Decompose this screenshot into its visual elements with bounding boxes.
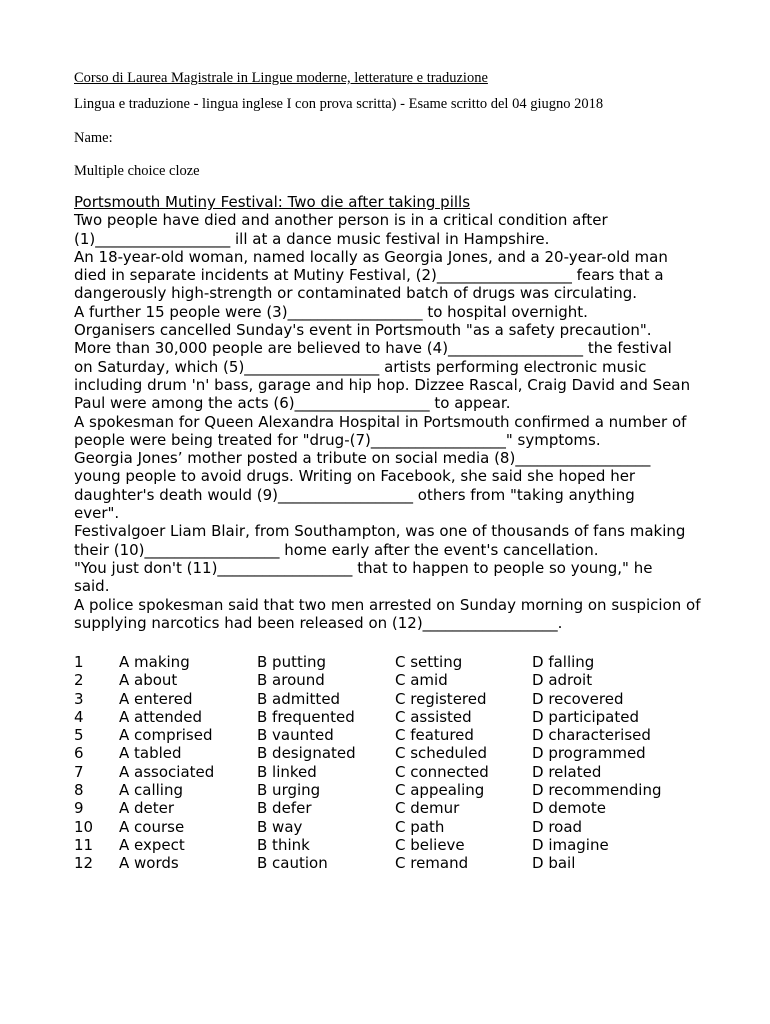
option-row [74, 799, 714, 817]
option-c: C remand [395, 854, 469, 873]
option-a: A words [119, 854, 179, 873]
passage-line: people were being treated for "drug-(7)__________________" symptoms. [74, 430, 601, 449]
option-number: 8 [74, 781, 84, 800]
option-number: 3 [74, 689, 84, 708]
option-d: D related [532, 762, 602, 781]
option-d: D participated [532, 707, 640, 726]
option-number: 4 [74, 707, 84, 726]
option-number: 2 [74, 671, 84, 690]
option-number: 6 [74, 744, 84, 763]
option-number: 12 [74, 854, 94, 873]
passage-line: ever". [74, 504, 120, 523]
passage-line: A police spokesman said that two men arrested on Sunday morning on suspicion of [74, 595, 701, 614]
option-number: 10 [74, 817, 94, 836]
passage-line: on Saturday, which (5)__________________ artists performing electronic music [74, 357, 647, 376]
option-number: 7 [74, 762, 84, 781]
option-row [74, 781, 714, 799]
option-number: 9 [74, 799, 84, 818]
option-a: A expect [119, 835, 185, 854]
course-title: Corso di Laurea Magistrale in Lingue moderne, letterature e traduzione [74, 70, 488, 86]
option-b: B putting [257, 653, 327, 671]
option-c: C demur [395, 799, 460, 818]
passage-line: said. [74, 577, 110, 596]
option-d: D bail [532, 854, 576, 873]
option-c: C believe [395, 835, 465, 854]
passage-line: An 18-year-old woman, named locally as Georgia Jones, and a 20-year-old man [74, 247, 668, 266]
option-c: C connected [395, 762, 489, 781]
option-c: C assisted [395, 707, 472, 726]
passage-line: their (10)__________________ home early after the event's cancellation. [74, 540, 599, 559]
option-d: D falling [532, 653, 595, 671]
passage-line: supplying narcotics had been released on (12)__________________. [74, 613, 563, 632]
passage-line: More than 30,000 people are believed to have (4)__________________ the festival [74, 339, 672, 358]
option-row [74, 763, 714, 781]
option-a: A course [119, 817, 185, 836]
option-number: 5 [74, 726, 84, 745]
option-c: C registered [395, 689, 487, 708]
option-a: A deter [119, 799, 175, 818]
option-a: A about [119, 671, 178, 690]
option-a: A comprised [119, 726, 213, 745]
option-c: C featured [395, 726, 474, 745]
option-row [74, 836, 714, 854]
option-row [74, 854, 714, 872]
passage-line: Organisers cancelled Sunday's event in Portsmouth "as a safety precaution". [74, 321, 652, 340]
option-c: C amid [395, 671, 448, 690]
passage-line: Two people have died and another person is in a critical condition after [74, 211, 608, 230]
option-row [74, 708, 714, 726]
passage-line: dangerously high-strength or contaminated batch of drugs was circulating. [74, 284, 638, 303]
passage [74, 193, 714, 632]
section-title: Multiple choice cloze [74, 163, 200, 179]
passage-line: (1)__________________ ill at a dance music festival in Hampshire. [74, 229, 550, 248]
passage-line: daughter's death would (9)__________________ others from "taking anything [74, 485, 635, 504]
option-row [74, 690, 714, 708]
option-c: C appealing [395, 781, 485, 800]
option-a: A attended [119, 707, 202, 726]
option-b: B urging [257, 781, 321, 800]
option-d: D imagine [532, 835, 609, 854]
exam-title: Lingua e traduzione - lingua inglese I con prova scritta) - Esame scritto del 04 giugno 2018 [74, 96, 604, 112]
option-d: D adroit [532, 671, 593, 690]
option-a: A associated [119, 762, 215, 781]
option-b: B vaunted [257, 726, 334, 745]
option-row [74, 653, 714, 671]
option-row [74, 744, 714, 762]
option-b: B way [257, 817, 303, 836]
option-b: B around [257, 671, 325, 690]
option-c: C scheduled [395, 744, 487, 763]
passage-line: died in separate incidents at Mutiny Festival, (2)__________________ fears that a [74, 266, 664, 285]
option-b: B defer [257, 799, 312, 818]
passage-line: including drum 'n' bass, garage and hip hop. Dizzee Rascal, Craig David and Sean [74, 375, 691, 394]
options-table [74, 653, 714, 873]
passage-line: Georgia Jones’ mother posted a tribute on social media (8)__________________ [74, 449, 651, 468]
option-a: A making [119, 653, 190, 671]
option-b: B designated [257, 744, 356, 763]
passage-line: Paul were among the acts (6)__________________ to appear. [74, 394, 511, 413]
option-d: D programmed [532, 744, 646, 763]
option-b: B linked [257, 762, 317, 781]
passage-line: A further 15 people were (3)__________________ to hospital overnight. [74, 302, 588, 321]
option-d: D recommending [532, 781, 662, 800]
passage-title: Portsmouth Mutiny Festival: Two die after taking pills [74, 193, 471, 211]
option-a: A tabled [119, 744, 182, 763]
passage-line: A spokesman for Queen Alexandra Hospital in Portsmouth confirmed a number of [74, 412, 687, 431]
passage-line: "You just don't (11)__________________ that to happen to people so young," he [74, 558, 653, 577]
passage-line: young people to avoid drugs. Writing on Facebook, she said she hoped her [74, 467, 636, 486]
option-row [74, 818, 714, 836]
passage-line: Festivalgoer Liam Blair, from Southampton, was one of thousands of fans making [74, 522, 686, 541]
name-label: Name: [74, 130, 113, 146]
option-d: D demote [532, 799, 606, 818]
option-b: B admitted [257, 689, 341, 708]
option-c: C setting [395, 653, 463, 671]
option-number: 11 [74, 835, 94, 854]
option-b: B think [257, 835, 310, 854]
option-b: B frequented [257, 707, 355, 726]
option-d: D recovered [532, 689, 624, 708]
option-row [74, 726, 714, 744]
option-d: D characterised [532, 726, 651, 745]
option-row [74, 671, 714, 689]
option-c: C path [395, 817, 445, 836]
option-a: A entered [119, 689, 193, 708]
option-b: B caution [257, 854, 328, 873]
option-a: A calling [119, 781, 183, 800]
option-d: D road [532, 817, 583, 836]
option-number: 1 [74, 653, 84, 671]
